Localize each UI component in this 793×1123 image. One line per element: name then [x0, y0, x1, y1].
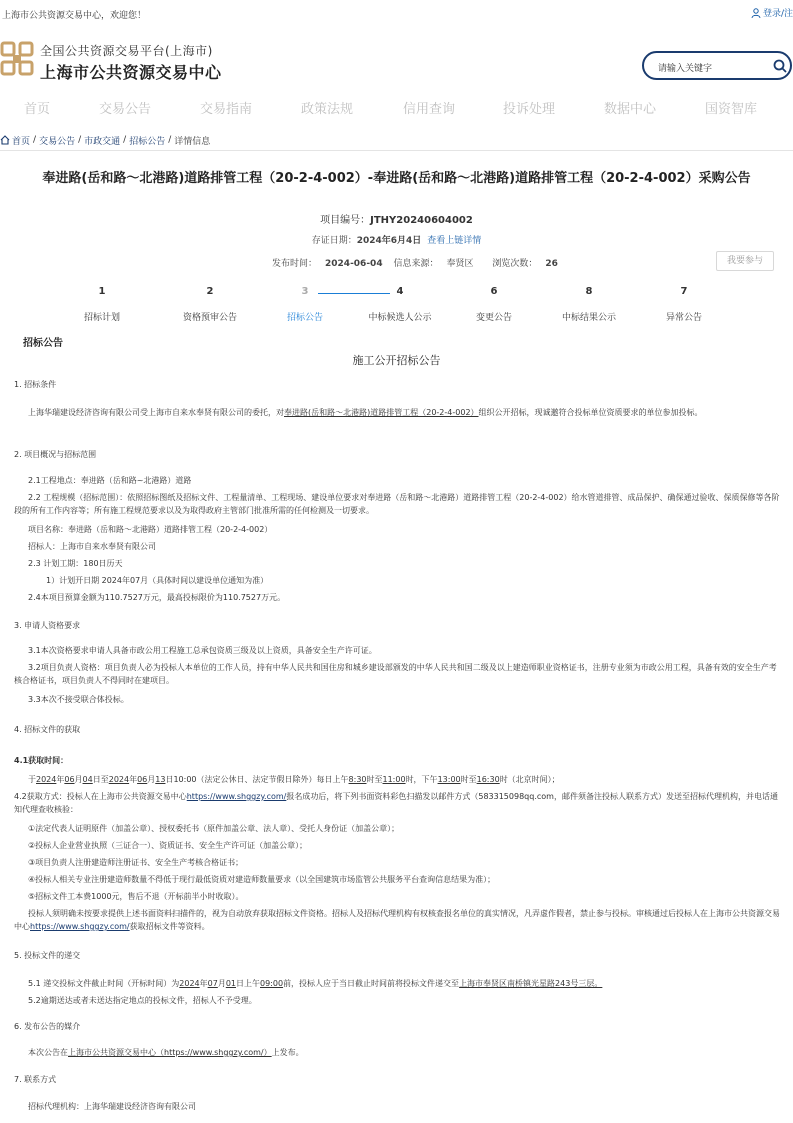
- paragraph-4-2: 4.2获取方式：投标人在上海市公共资源交易中心https://www.shggzy.com/报名成功后，将下列书面资料彩色扫描发以邮件方式（583315098qq.com，邮件须备注投标人联系方式）发送至招标代理机构，并电话通知代理查收核验：: [14, 792, 778, 814]
- divider: [0, 150, 793, 151]
- source-value: 奉贤区: [446, 259, 474, 269]
- paragraph-4-7: ⑤招标文件工本费1000元，售后不退（开标前半小时收取）。: [28, 892, 244, 901]
- breadcrumb-bid-notice[interactable]: 招标公告: [129, 136, 166, 147]
- paragraph-4-3: ①法定代表人证明原件（加盖公章）、授权委托书（原件加盖公章、法人章）、受托人身份证（加盖公章）；: [28, 824, 400, 833]
- paragraph-2-1: 2.1工程地点：奉进路（岳和路~北港路）道路: [28, 476, 192, 485]
- section-heading: 招标公告: [23, 338, 63, 349]
- paragraph-5-1: 5.1 递交投标文件截止时间（开标时间）为2024年07月01日上午09:00前，投标人应于当日截止时间前将投标文件递交至上海市奉贤区南桥镇光星路243号三层。: [28, 979, 603, 988]
- nav-item-complaint[interactable]: 投诉处理: [503, 102, 556, 117]
- project-number: [0, 211, 793, 226]
- step-bid-plan[interactable]: 1 招标计划: [83, 286, 120, 323]
- document-title: 施工公开招标公告: [352, 354, 441, 367]
- breadcrumb-current: 详情信息: [174, 136, 211, 147]
- paragraph-4-heading: 4.1获取时间：: [14, 756, 69, 765]
- site-subtitle: 全国公共资源交易平台(上海市): [40, 44, 213, 58]
- shggzy-link-2[interactable]: https://www.shggzy.com/: [30, 922, 130, 931]
- breadcrumb-municipal[interactable]: 市政交通: [84, 136, 121, 147]
- paragraph-4-1: 于2024年06月04日至2024年06月13日10:00（法定公休日、法定节假日除外）每日上午8:30时至11:00时，下午13:00时至16:30时（北京时间）；: [28, 775, 560, 784]
- search-input[interactable]: 请输入关键字: [658, 64, 713, 74]
- paragraph-3-1: 3.1本次资格要求申请人具备市政公用工程施工总承包资质三级及以上资质，具备安全生产许可证。: [28, 646, 377, 655]
- heading-2: 2. 项目概况与招标范围: [14, 450, 97, 459]
- project-number-label: 项目编号：: [320, 215, 371, 226]
- publish-time-label: 发布时间：: [272, 259, 318, 269]
- evidence-date-label: 存证日期：: [311, 236, 357, 246]
- paragraph-1: 上海华瑞建设经济咨询有限公司受上海市自来水奉贤有限公司的委托，对奉进路(岳和路～北港路)道路排管工程（20-2-4-002）组织公开招标，现诚邀符合投标单位资质要求的单位参加投标。: [28, 408, 703, 417]
- shggzy-link-1[interactable]: https://www.shggzy.com/: [186, 792, 287, 801]
- heading-7: 7. 联系方式: [14, 1075, 57, 1084]
- publish-time-value: 2024-06-04: [325, 259, 383, 269]
- process-steps: [0, 286, 793, 326]
- user-icon: [751, 8, 761, 18]
- paragraph-4-4: ②投标人企业营业执照（三证合一）、资质证书、安全生产许可证（加盖公章）；: [28, 841, 308, 850]
- login-label: 登录/注: [762, 9, 793, 19]
- nav-item-credit[interactable]: 信用查询: [403, 102, 456, 117]
- heading-5: 5. 投标文件的递交: [14, 951, 81, 960]
- nav-item-trade-notice[interactable]: 交易公告: [99, 102, 152, 117]
- heading-4: 4. 招标文件的获取: [14, 725, 81, 734]
- publish-meta: [272, 256, 566, 269]
- nav-item-policy[interactable]: 政策法规: [301, 102, 354, 117]
- paragraph-2-4: 招标人：上海市自来水奉贤有限公司: [28, 542, 156, 551]
- nav-item-home[interactable]: 首页: [24, 102, 51, 117]
- paragraph-3-2: 3.2项目负责人资格：项目负责人必为投标人本单位的工作人员，持有中华人民共和国住房和城乡建设部颁发的中华人民共和国二级及以上建造师职业资格证书，注册专业须为市政公用工程，具备有效的安全生产考核合格证书，项目负责人不得同时在建项目。: [14, 663, 777, 685]
- paragraph-2-3: 项目名称：奉进路（岳和路～北港路）道路排管工程（20-2-4-002）: [28, 525, 273, 534]
- site-title[interactable]: 上海市公共资源交易中心: [40, 63, 222, 82]
- paragraph-7: 招标代理机构：上海华瑞建设经济咨询有限公司: [28, 1102, 196, 1111]
- paragraph-4-5: ③项目负责人注册建造师注册证书、安全生产考核合格证书；: [28, 858, 244, 867]
- logo-icon[interactable]: [0, 41, 34, 77]
- site-header: [0, 38, 793, 86]
- step-candidate[interactable]: 4 中标候选人公示: [368, 286, 432, 323]
- paragraph-2-2: 2.2 工程规模（招标范围）：依照招标图纸及招标文件、工程量清单、工程现场、建设单位要求对奉进路（岳和路～北港路）道路排管工程（20-2-4-002）给水管道排管、成品保护、确保通过验收、保质保修等各阶段的所有工作内容等；所有施工程规范要求以及为取得政府主管部门批准所需的任何检测及一切要求。: [14, 493, 780, 515]
- step-prequal[interactable]: 2 资格预审公告: [182, 286, 237, 323]
- breadcrumb-home[interactable]: 首页: [12, 136, 31, 147]
- views-value: 26: [545, 259, 558, 269]
- heading-6: 6. 发布公告的媒介: [14, 1022, 81, 1031]
- nav-item-trade-guide[interactable]: 交易指南: [200, 102, 253, 117]
- search-icon[interactable]: [772, 58, 788, 74]
- step-abnormal[interactable]: 7 异常公告: [665, 286, 702, 323]
- step-change[interactable]: 6 变更公告: [475, 286, 512, 323]
- top-bar: [0, 0, 793, 28]
- views-label: 浏览次数：: [492, 259, 538, 269]
- paragraph-2-5: 2.3 计划工期：180日历天: [28, 559, 123, 568]
- evidence-date: [0, 233, 793, 246]
- login-link[interactable]: [751, 6, 793, 19]
- paragraph-4-8: 投标人须明确未按要求提供上述书面资料扫描件的，视为自动放弃获取招标文件资格。招标人及招标代理机构有权核查报名单位的真实情况，凡弄虚作假者，禁止参与投标。审核通过后投标人在上海市公共资源交易中心https://www.shggzy.com/获取招标文件等资料。: [14, 909, 780, 931]
- chain-detail-link[interactable]: 查看上链详情: [427, 236, 482, 246]
- heading-3: 3. 申请人资格要求: [14, 621, 81, 630]
- nav-item-think-tank[interactable]: 国资智库: [705, 102, 758, 117]
- notice-title: 奉进路(岳和路～北港路)道路排管工程（20-2-4-002）-奉进路(岳和路～北港路)道路排管工程（20-2-4-002）采购公告: [42, 171, 751, 186]
- paragraph-2-7: 2.4本项目预算金额为110.7527万元，最高投标限价为110.7527万元。: [28, 593, 286, 602]
- paragraph-3-3: 3.3本次不接受联合体投标。: [28, 695, 129, 704]
- project-name-link: 奉进路(岳和路～北港路)道路排管工程（20-2-4-002）: [284, 408, 479, 417]
- home-icon: [0, 135, 10, 145]
- project-number-value: JTHY20240604002: [370, 215, 473, 226]
- search-box[interactable]: [642, 51, 792, 80]
- breadcrumb-trade-notice[interactable]: 交易公告: [39, 136, 76, 147]
- evidence-date-value: 2024年6月4日: [356, 236, 422, 246]
- nav-item-data[interactable]: 数据中心: [604, 102, 657, 117]
- heading-1: 1. 招标条件: [14, 380, 57, 389]
- paragraph-6: 本次公告在上海市公共资源交易中心（https://www.shggzy.com/）上发布。: [28, 1048, 304, 1057]
- join-button[interactable]: 我要参与: [716, 251, 774, 271]
- paragraph-5-2: 5.2逾期送达或者未送达指定地点的投标文件，招标人不予受理。: [28, 996, 257, 1005]
- step-bid-notice[interactable]: 3 招标公告: [286, 286, 323, 323]
- step-result[interactable]: 8 中标结果公示: [561, 286, 616, 323]
- breadcrumb: 首页 / 交易公告 / 市政交通 / 招标公告 / 详情信息: [0, 133, 210, 147]
- source-label: 信息来源：: [393, 259, 439, 269]
- paragraph-4-6: ④投标人相关专业注册建造师数量不得低于现行最低资质对建造师数量要求（以全国建筑市场监管公共服务平台查询信息结果为准）；: [28, 875, 496, 884]
- welcome-text: 上海市公共资源交易中心，欢迎您！: [2, 11, 147, 21]
- main-nav: [0, 88, 793, 124]
- paragraph-2-6: 1）计划开日期 2024年07月（具体时间以建设单位通知为准）: [46, 576, 269, 585]
